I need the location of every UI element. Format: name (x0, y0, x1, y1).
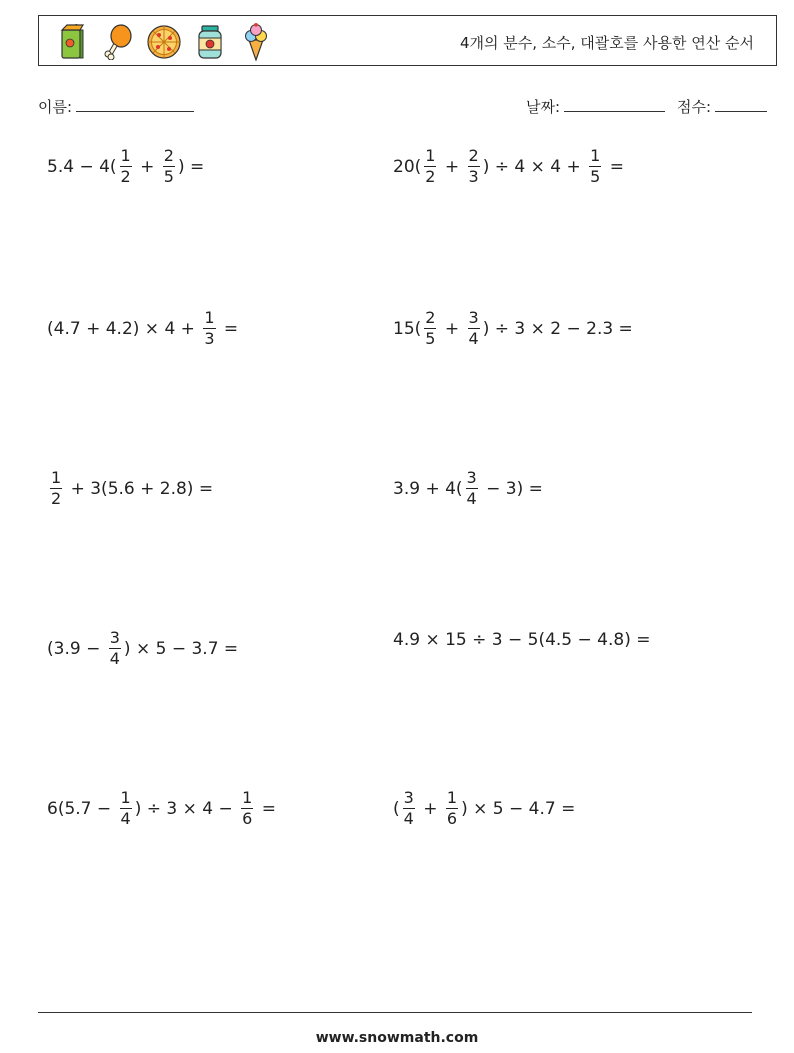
problem-10 (393, 790, 575, 827)
numerator: 2 (468, 146, 479, 165)
expression-text: ) ÷ 3 × 2 − 2.3 = (482, 318, 633, 339)
numerator: 2 (425, 308, 436, 327)
jam-jar-icon (187, 22, 233, 62)
fraction (120, 790, 132, 827)
numerator: 3 (468, 308, 479, 327)
expression-text: 4.9 × 15 ÷ 3 − 5(4.5 − 4.8) = (393, 630, 651, 650)
problem-7 (47, 630, 238, 667)
numerator: 1 (446, 788, 458, 807)
fraction (120, 148, 132, 185)
worksheet-header (38, 15, 777, 66)
fraction (424, 310, 436, 347)
footer-site[interactable]: www.snowmath.com (315, 1030, 479, 1046)
expression-text: ) ÷ 3 × 4 − (134, 798, 239, 819)
fraction (424, 148, 436, 185)
numerator: 1 (204, 308, 215, 327)
expression-text: 5.4 − 4( (47, 156, 117, 177)
problem-2 (393, 148, 624, 185)
numerator: 1 (51, 468, 62, 487)
numerator: 1 (590, 146, 601, 165)
numerator: 1 (425, 146, 436, 165)
denominator: 2 (120, 167, 131, 186)
expression-text: (3.9 − (47, 638, 106, 659)
fraction (589, 148, 601, 185)
date-blank[interactable] (564, 95, 665, 112)
date-field (526, 95, 665, 117)
denominator: 2 (51, 489, 62, 508)
fraction (203, 310, 215, 347)
name-blank[interactable] (76, 95, 194, 112)
fraction (466, 470, 478, 507)
problem-1 (47, 148, 204, 185)
fraction (468, 148, 480, 185)
juice-box-icon (49, 22, 95, 62)
fraction (468, 310, 480, 347)
expression-text: + 3(5.6 + 2.8) = (65, 478, 214, 499)
score-field (677, 95, 767, 117)
expression-text: ) × 5 − 3.7 = (123, 638, 239, 659)
problem-5 (47, 470, 213, 507)
pizza-icon (141, 22, 187, 62)
denominator: 2 (425, 167, 436, 186)
denominator: 5 (590, 167, 601, 186)
denominator: 4 (403, 809, 414, 828)
denominator: 4 (120, 809, 131, 828)
numerator: 3 (109, 628, 120, 647)
expression-text: ( (393, 798, 400, 819)
expression-text: ) × 5 − 4.7 = (461, 798, 576, 819)
expression-text: + (134, 156, 160, 177)
denominator: 6 (446, 809, 458, 828)
problem-4 (393, 310, 633, 347)
expression-text: 20( (393, 156, 422, 177)
denominator: 4 (468, 329, 479, 348)
fraction (109, 630, 121, 667)
problem-9 (47, 790, 276, 827)
numerator: 1 (242, 788, 253, 807)
numerator: 3 (403, 788, 414, 807)
fraction (163, 148, 175, 185)
expression-text: + (439, 156, 465, 177)
problem-8 (393, 630, 651, 650)
denominator: 4 (109, 649, 120, 668)
problem-3 (47, 310, 238, 347)
score-blank[interactable] (715, 95, 767, 112)
expression-text: ) = (177, 156, 205, 177)
problem-6 (393, 470, 543, 507)
denominator: 4 (466, 489, 477, 508)
numerator: 2 (163, 146, 174, 165)
expression-text: + (439, 318, 465, 339)
fraction (403, 790, 415, 827)
fraction (446, 790, 458, 827)
name-field (38, 95, 194, 117)
expression-text: = (604, 156, 624, 177)
footer-divider (38, 1012, 752, 1013)
numerator: 1 (120, 788, 131, 807)
fraction (50, 470, 62, 507)
expression-text: 15( (393, 318, 422, 339)
expression-text: = (218, 318, 239, 339)
expression-text: 3.9 + 4( (393, 478, 463, 499)
numerator: 3 (466, 468, 477, 487)
expression-text: − 3) = (480, 478, 543, 499)
expression-text: + (417, 798, 443, 819)
expression-text: 6(5.7 − (47, 798, 117, 819)
header-icons (49, 22, 279, 62)
fraction (241, 790, 253, 827)
expression-text: ) ÷ 4 × 4 + (482, 156, 587, 177)
name-label: 이름: (38, 98, 73, 116)
date-label: 날짜: (526, 98, 561, 116)
denominator: 6 (242, 809, 253, 828)
denominator: 3 (468, 167, 479, 186)
worksheet-title: 4개의 분수, 소수, 대괄호를 사용한 연산 순서 (459, 34, 754, 52)
ice-cream-cone-icon (233, 22, 279, 62)
score-label: 점수: (677, 98, 712, 116)
denominator: 3 (204, 329, 215, 348)
chicken-leg-icon (95, 22, 141, 62)
denominator: 5 (163, 167, 174, 186)
denominator: 5 (425, 329, 436, 348)
numerator: 1 (120, 146, 131, 165)
expression-text: = (256, 798, 276, 819)
expression-text: (4.7 + 4.2) × 4 + (47, 318, 201, 339)
